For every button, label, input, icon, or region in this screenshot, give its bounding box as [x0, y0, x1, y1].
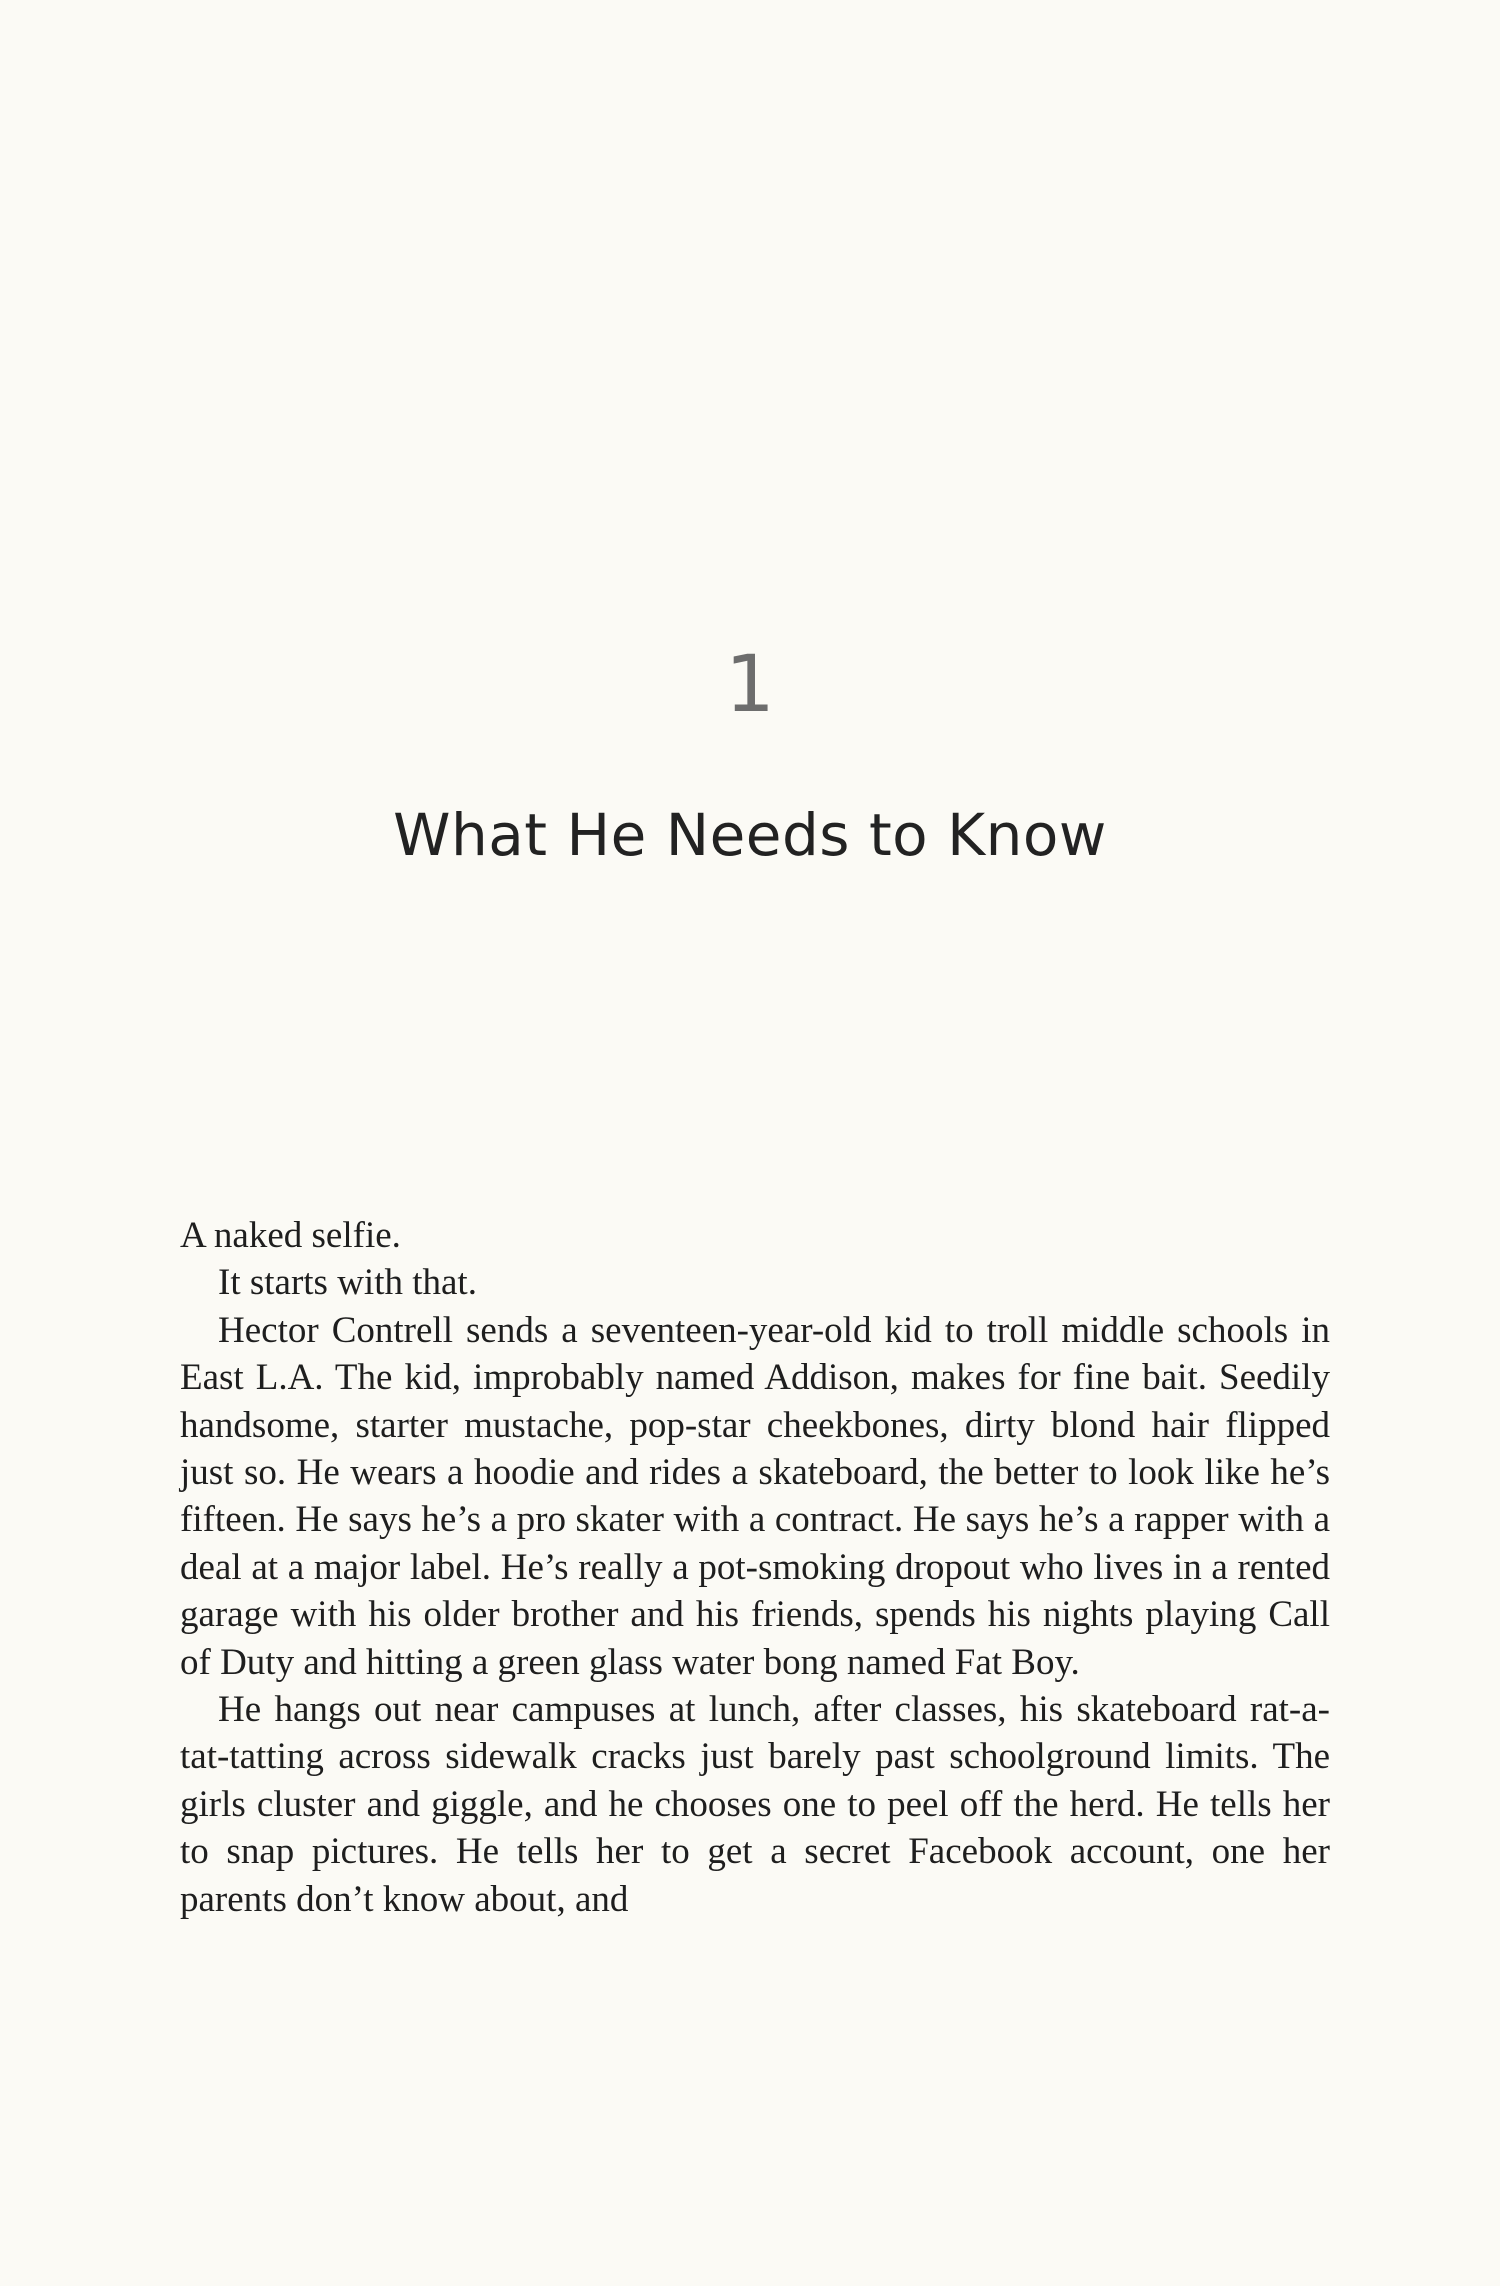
paragraph: He hangs out near campuses at lunch, after classes, his skateboard rat-a-tat-tatting across sidewalk cracks just barely past schoolground limits. The girls cluster and giggle, and he chooses one to peel off the herd. He tells her to snap pictures. He tells her to get a secret Facebook account, one her parents don’t know about, and — [180, 1689, 1330, 1920]
chapter-number: 1 — [725, 640, 775, 730]
paragraph: It starts with that. — [218, 1262, 477, 1304]
paragraph: Hector Contrell sends a seventeen-year-old kid to troll middle schools in East L.A. The kid, improbably named Addison, makes for fine bait. Seedily handsome, starter mustache, pop-star cheekbones, dirty blond hair flipped just so. He wears a hoodie and rides a skateboard, the better to look like he’s fifteen. He says he’s a pro skater with a contract. He says he’s a rapper with a deal at a major label. He’s really a pot-smoking dropout who lives in a rented garage with his older brother and his friends, spends his nights playing Call of Duty and hitting a green glass water bong named Fat Boy. — [180, 1309, 1330, 1683]
chapter-body — [180, 1212, 1330, 1923]
chapter-title: What He Needs to Know — [393, 801, 1107, 869]
paragraph: A naked selfie. — [180, 1215, 401, 1256]
